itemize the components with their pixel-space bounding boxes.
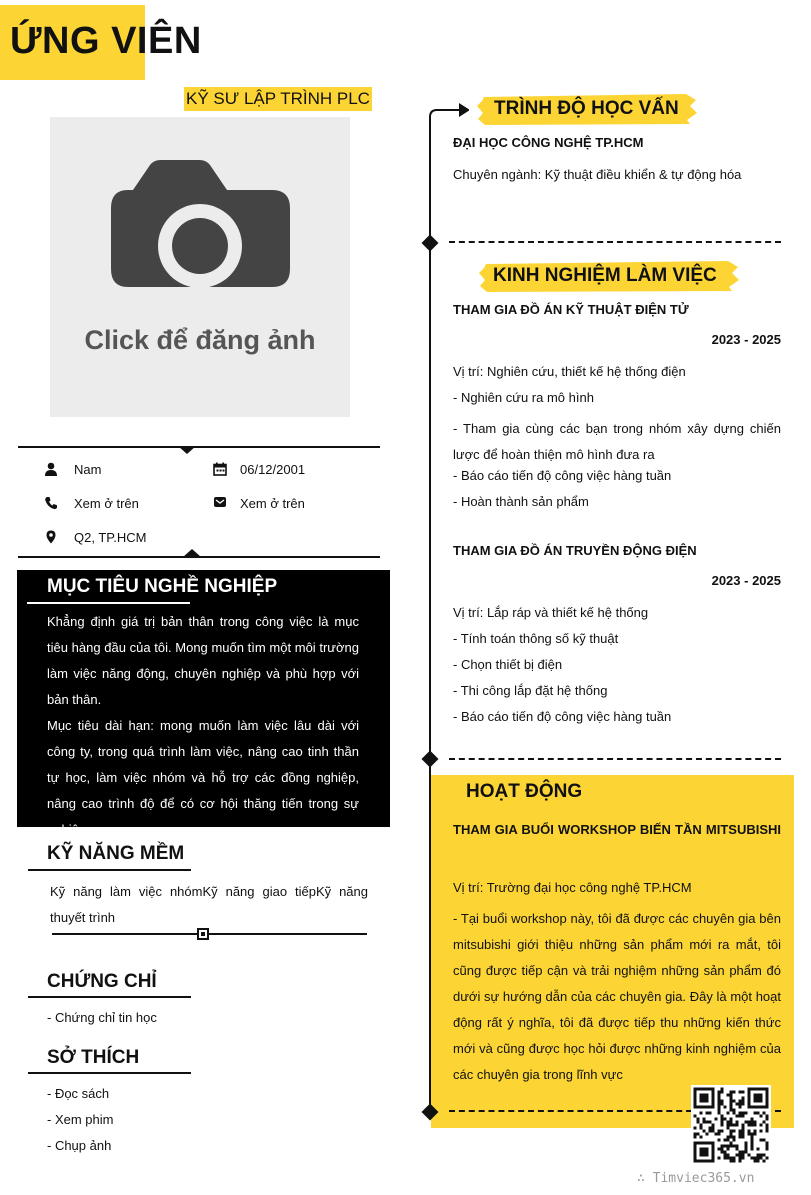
experience-job-name[interactable]: THAM GIA ĐỒ ÁN KỸ THUẬT ĐIỆN TỬ [453,302,689,317]
section-dashed-divider [449,241,781,243]
objective-section [17,570,390,837]
education-title[interactable]: TRÌNH ĐỘ HỌC VẤN [494,98,679,119]
soft-skills-slider-track[interactable] [52,933,367,935]
education-major[interactable]: Chuyên ngành: Kỹ thuật điều khiển & tự động hóa [453,167,742,182]
timeline-node [422,235,439,252]
photo-upload[interactable] [50,117,350,417]
photo-upload-label: Click để đăng ảnh [84,325,316,355]
phone-value[interactable]: Xem ở trên [74,496,139,511]
watermark: ∴ Timviec365.vn [637,1171,755,1186]
qr-code[interactable] [691,1085,771,1165]
activity-position[interactable]: Vị trí: Trường đại học công nghệ TP.HCM [453,880,692,895]
experience-job-line[interactable]: - Báo cáo tiến độ công việc hàng tuần [453,709,672,724]
activity-description[interactable]: - Tại buổi workshop này, tôi đã được các chuyên gia bên mitsubishi giới thiệu những sản phẩm mới ra mắt, tôi cũng được tiếp cận và trải nghiệm những sản phẩm đó dưới sự hướng dẫn của các chuyên gia. Đây là một hoạt động rất ý nghĩa, tôi đã được tiếp thu những kiến thức mới và cũng được học hỏi được những kinh nghiệm của các chuyên gia trong lĩnh vực [453,911,781,1082]
timeline-line [429,122,431,1112]
divider-arrow-down-icon [178,446,196,455]
location-pin-icon [44,530,58,544]
calendar-icon [213,462,227,476]
certificates-title[interactable]: CHỨNG CHỈ [47,971,157,992]
camera-icon [50,117,350,417]
objective-paragraph-1: Khẳng định giá trị bản thân trong công việc là mục tiêu hàng đầu của tôi. Mong muốn tìm một môi trường làm việc năng động, chuyên nghiệp và phù hợp với bản thân. [47,614,359,707]
experience-job-line[interactable]: - Thi công lắp đặt hệ thống [453,683,608,698]
birthday-value[interactable]: 06/12/2001 [240,462,306,477]
objective-title[interactable]: MỤC TIÊU NGHỀ NGHIỆP [47,576,278,597]
hobby-item[interactable]: - Đọc sách [47,1086,110,1101]
soft-skills-title[interactable]: KỸ NĂNG MỀM [47,843,185,864]
email-value[interactable]: Xem ở trên [240,496,305,511]
education-school[interactable]: ĐẠI HỌC CÔNG NGHỆ TP.HCM [453,135,644,150]
objective-title-underline [27,602,190,604]
activity-name-text: THAM GIA BUỔI WORKSHOP BIẾN TẦN MITSUBISHI [453,822,781,837]
hobbies-underline [28,1072,191,1074]
experience-job-line[interactable]: - Chọn thiết bị điện [453,657,563,672]
objective-paragraph-2: Mục tiêu dài hạn: mong muốn làm việc lâu dài với công ty, trong quá trình làm việc, nâng cao tinh thần tự học, làm việc nhóm và hỗ trợ các đồng nghiệp, nâng cao trình độ để có cơ hội thăng tiến trong sự nghiệp [47,718,359,837]
experience-job-date[interactable]: 2023 - 2025 [711,332,781,347]
candidate-name[interactable]: ỨNG VIÊN [10,20,202,62]
activities-title[interactable]: HOẠT ĐỘNG [466,781,583,802]
user-icon [44,462,58,476]
timeline-node [422,751,439,768]
certificates-underline [28,996,191,998]
experience-job-line[interactable]: - Tính toán thông số kỹ thuật [453,631,619,646]
hobby-item[interactable]: - Chụp ảnh [47,1138,112,1153]
address-value[interactable]: Q2, TP.HCM [74,530,147,545]
soft-skills-slider-handle[interactable] [197,928,209,940]
soft-skills-underline [28,869,191,871]
hobbies-title[interactable]: SỞ THÍCH [47,1047,140,1068]
experience-job-line[interactable]: - Hoàn thành sản phẩm [453,494,589,509]
experience-job-line[interactable]: Vị trí: Lắp ráp và thiết kế hệ thống [453,605,649,620]
gender-value[interactable]: Nam [74,462,102,477]
info-top-divider [18,446,380,448]
experience-job-name[interactable]: THAM GIA ĐỒ ÁN TRUYỀN ĐỘNG ĐIỆN [453,543,697,558]
experience-job-line[interactable]: Vị trí: Nghiên cứu, thiết kế hệ thống điện [453,364,686,379]
experience-job-line[interactable]: - Báo cáo tiến độ công việc hàng tuần [453,468,672,483]
job-title[interactable]: KỸ SƯ LẬP TRÌNH PLC [184,87,372,111]
soft-skills-text[interactable]: Kỹ năng làm việc nhómKỹ năng giao tiếpKỹ năng thuyết trình [50,884,368,925]
objective-body[interactable] [47,609,359,843]
experience-job-date[interactable]: 2023 - 2025 [711,573,781,588]
phone-icon [44,496,58,510]
hobby-item[interactable]: - Xem phim [47,1112,114,1127]
section-dashed-divider [449,758,781,760]
timeline-arrow-icon [429,101,469,127]
activity-name[interactable] [453,815,781,845]
divider-arrow-up-icon [183,549,201,557]
experience-title[interactable]: KINH NGHIỆM LÀM VIỆC [493,265,717,286]
qr-code-icon [691,1085,771,1165]
certificate-item[interactable]: - Chứng chỉ tin học [47,1010,157,1025]
experience-job-line[interactable]: - Nghiên cứu ra mô hình [453,390,594,405]
email-icon [213,495,227,509]
experience-job-line[interactable]: - Tham gia cùng các bạn trong nhóm xây dựng chiến lược để hoàn thiện mô hình đưa ra [453,421,781,462]
